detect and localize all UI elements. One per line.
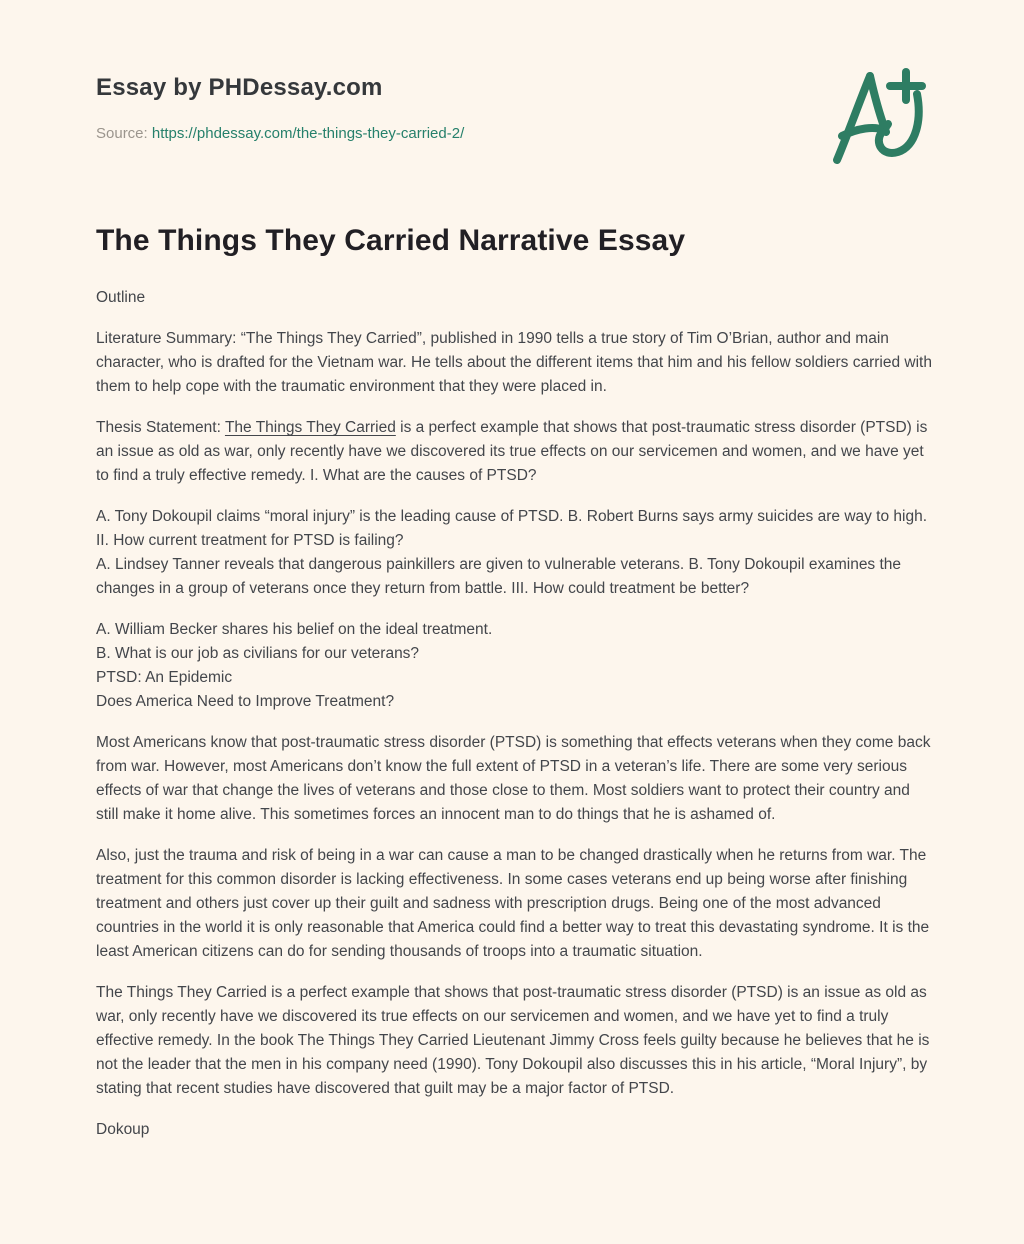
outline-treatment-section [96, 618, 932, 714]
body-paragraph: Also, just the trauma and risk of being in a war can cause a man to be changed drastically when he returns from war. The treatment for this common disorder is lacking effectiveness. In some cases veterans end up being worse after finishing treatment and others just cover up their guilt and sadness with prescription drugs. Being one of the most advanced countries in the world it is only reasonable that America could find a better way to treat this devastating syndrome. It is the least American citizens can do for sending thousands of troops into a traumatic situation. [96, 847, 930, 960]
site-title: Essay by PHDessay.com [96, 74, 383, 101]
thesis-prefix: Thesis Statement: [96, 419, 225, 436]
thesis-book-title: The Things They Carried [224, 419, 396, 436]
outline-line: Does America Need to Improve Treatment? [96, 693, 395, 710]
site-header [96, 74, 383, 102]
outline-line: A. Lindsey Tanner reveals that dangerous painkillers are given to vulnerable veterans. B. Tony Dokoupil examines the changes in a group of veterans once they return from battle. III. How could treatment be better? [96, 556, 902, 597]
outline-line: B. What is our job as civilians for our veterans? [96, 645, 420, 662]
essay-body [96, 286, 932, 1159]
essay-title: The Things They Carried Narrative Essay [96, 224, 686, 257]
outline-heading: Outline [96, 289, 146, 306]
outline-line: II. How current treatment for PTSD is failing? [96, 532, 404, 549]
source-label: Source: [96, 125, 148, 142]
outline-line: PTSD: An Epidemic [96, 669, 233, 686]
literature-summary-paragraph: Literature Summary: “The Things They Carried”, published in 1990 tells a true story of Tim O’Brian, author and main character, who is drafted for the Vietnam war. He tells about the different items that him and his fellow soldiers carried with them to help cope with the traumatic environment that they were placed in. [96, 330, 932, 395]
outline-causes-section [96, 505, 932, 601]
body-paragraph: Most Americans know that post-traumatic stress disorder (PTSD) is something that effects veterans when they come back from war. However, most Americans don’t know the full extent of PTSD in a veteran’s life. There are some very serious effects of war that change the lives of veterans and those close to them. Most soldiers want to protect their country and still make it home alive. This sometimes forces an innocent man to do things that he is ashamed of. [96, 734, 931, 823]
thesis-statement-paragraph [96, 416, 932, 488]
thesis-suffix: is a perfect example that shows that post-traumatic stress disorder (PTSD) is an issue as old as war, only recently have we discovered its true effects on our servicemen and women, and we have yet to find a truly effective remedy. I. What are the causes of PTSD? [96, 419, 928, 484]
outline-line: A. Tony Dokoupil claims “moral injury” is the leading cause of PTSD. B. Robert Burns says army suicides are way to high. [96, 508, 928, 525]
source-line [96, 125, 464, 142]
body-paragraph-truncated: Dokoup [96, 1121, 150, 1138]
outline-line: A. William Becker shares his belief on the ideal treatment. [96, 621, 493, 638]
body-paragraph: The Things They Carried is a perfect example that shows that post-traumatic stress disorder (PTSD) is an issue as old as war, only recently have we discovered its true effects on our servicemen and women, and we have yet to find a truly effective remedy. In the book The Things They Carried Lieutenant Jimmy Cross feels guilty because he believes that he is not the leader that the men in his company need (1990). Tony Dokoupil also discusses this in his article, “Moral Injury”, by stating that recent studies have discovered that guilt may be a major factor of PTSD. [96, 984, 930, 1097]
phdessay-a-plus-logo-icon [824, 64, 932, 170]
source-url-link[interactable]: https://phdessay.com/the-things-they-carried-2/ [151, 125, 465, 142]
